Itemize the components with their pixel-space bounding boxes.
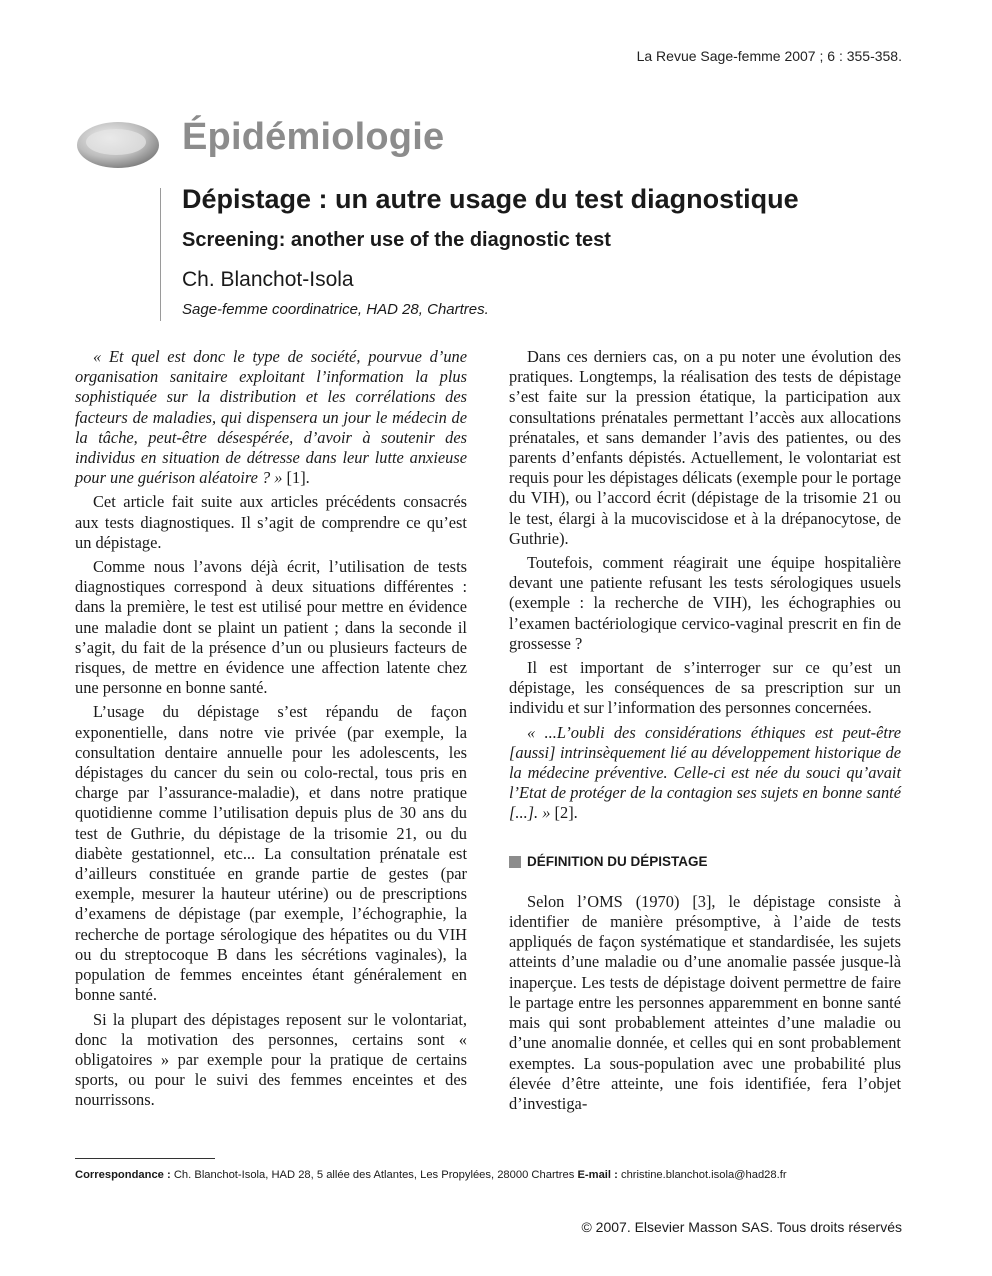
author-affiliation: Sage-femme coordinatrice, HAD 28, Chartres. [182,301,489,318]
section-heading [509,852,901,872]
right-column [509,347,901,1118]
correspondence-address: Ch. Blanchot-Isola, HAD 28, 5 allée des Atlantes, Les Propylées, 28000 Chartres [170,1169,578,1181]
opening-quote-text: « Et quel est donc le type de société, pourvue d’une organisation sanitaire exploitant l’information la plus sophistiquée sur la distribution et les corrélations des facteurs de maladies, qui dispensera un jour le médecin de la tâche, peut-être désespérée, d’avoir à soutenir des individus en situation de détresse dans leur lutte anxieuse pour une guérison aléatoire ? » [75,347,467,488]
author-name: Ch. Blanchot-Isola [182,268,354,291]
paragraph: Toutefois, comment réagirait une équipe hospitalière devant une patiente refusant les tests sérologiques usuels (exemple : la recherche de VIH), les échographies ou l’examen bactériologique cervico-vaginal prescrit en fin de grossesse ? [509,553,901,653]
ethics-quote-text: « ...L’oubli des considérations éthiques est peut-être [aussi] intrinsèquement lié au développement historique de la médecine préventive. Celle-ci est née du souci qu’avait l’Etat de protéger de la contagion ses sujets en bonne santé [...]. » [509,722,901,823]
footnote-divider [75,1158,215,1159]
opening-quote-ref: [1]. [282,468,310,488]
section-logo-icon [76,120,160,170]
paragraph: Comme nous l’avons déjà écrit, l’utilisation de tests diagnostiques correspond à deux situations différentes : dans la première, le test est utilisé pour mettre en évidence une maladie dont se plaint un patient ; dans la seconde il s’agit, du fait de la présence d’un ou plusieurs facteurs de risques, de mettre en évidence une affection latente chez une personne en bonne santé. [75,557,467,698]
copyright-notice: © 2007. Elsevier Masson SAS. Tous droits réservés [581,1219,902,1235]
left-column [75,347,467,1115]
email-address: christine.blanchot.isola@had28.fr [617,1169,787,1181]
section-heading-text: DÉFINITION DU DÉPISTAGE [527,853,708,869]
paragraph: Si la plupart des dépistages reposent sur le volontariat, donc la motivation des personnes, certains sont « obligatoires » par exemple pour la pratique de certains sports, ou pour le suivi des femmes enceintes et des nourrissons. [75,1009,467,1110]
title-divider [160,188,161,321]
paragraph: Dans ces derniers cas, on a pu noter une évolution des pratiques. Longtemps, la réalisation des tests de dépistage s’est faite sur la pression étatique, la participation aux consultations prénatales permettant l’accès aux allocations prénatales, et sans demander l’avis des patientes, ou des parents d’enfants dépistés. Actuellement, le volontariat est requis pour les dépistages délicats (exemple pour le portage du VIH), ou l’accord écrit (dépistage de la trisomie 21 ou le test, élargi à la mucoviscidose et à la drépanocytose, de Guthrie). [509,347,901,548]
section-title: Épidémiologie [182,116,445,158]
paragraph: Cet article fait suite aux articles précédents consacrés aux tests diagnostiques. Il s’agit de comprendre ce qu’est un dépistage. [75,492,467,552]
ethics-quote-ref: [2]. [550,803,578,823]
correspondence-footnote [75,1169,787,1181]
paragraph: L’usage du dépistage s’est répandu de façon exponentielle, dans notre vie privée (par exemple, la consultation dentaire annuelle pour les adolescents, les dépistages du cancer du sein ou colo-rectal, tous pris en charge par l’assurance-maladie), et dans notre pratique quotidienne comme l’utilisation depuis plus de 30 ans du test de Guthrie, du dépistage de la trisomie 21, ou du diabète gestationnel, etc... La consultation prénatale est d’ailleurs constituée en grande partie de gestes (par exemple, mesurer la hauteur utérine) ou de prescriptions d’examens de dépistage (par exemple, l’échographie, la recherche de portage sérologique des hépatites ou du VIH ou du streptocoque B dans les sécrétions vaginales), la population de femmes enceintes étant généralement en bonne santé. [75,702,467,1005]
journal-reference: La Revue Sage-femme 2007 ; 6 : 355-358. [636,48,902,64]
paragraph: Selon l’OMS (1970) [3], le dépistage consiste à identifier de manière présomptive, à l’aide de tests appliqués de façon systématique et standardisée, les sujets atteints d’une maladie ou d’une anomalie passée jusque-là inaperçue. Les tests de dépistage doivent permettre de faire le partage entre les personnes apparemment en bonne santé mais qui sont probablement atteintes d’une maladie ou d’une anomalie donnée, et celles qui en sont probablement exemptes. La sous-population avec une probabilité plus élevée d’être atteinte, une fois identifiée, fera l’objet d’investiga- [509,891,901,1113]
article-title-en: Screening: another use of the diagnostic test [182,229,611,251]
article-title-fr: Dépistage : un autre usage du test diagnostique [182,184,799,214]
heading-square-icon [509,856,521,868]
email-label: E-mail : [577,1169,618,1181]
opening-quote [75,347,467,488]
paragraph: Il est important de s’interroger sur ce qu’est un dépistage, les conséquences de sa prescription sur un individu et sur l’information des personnes concernées. [509,658,901,718]
correspondence-label: Correspondance : [75,1169,171,1181]
ethics-quote [509,723,901,824]
